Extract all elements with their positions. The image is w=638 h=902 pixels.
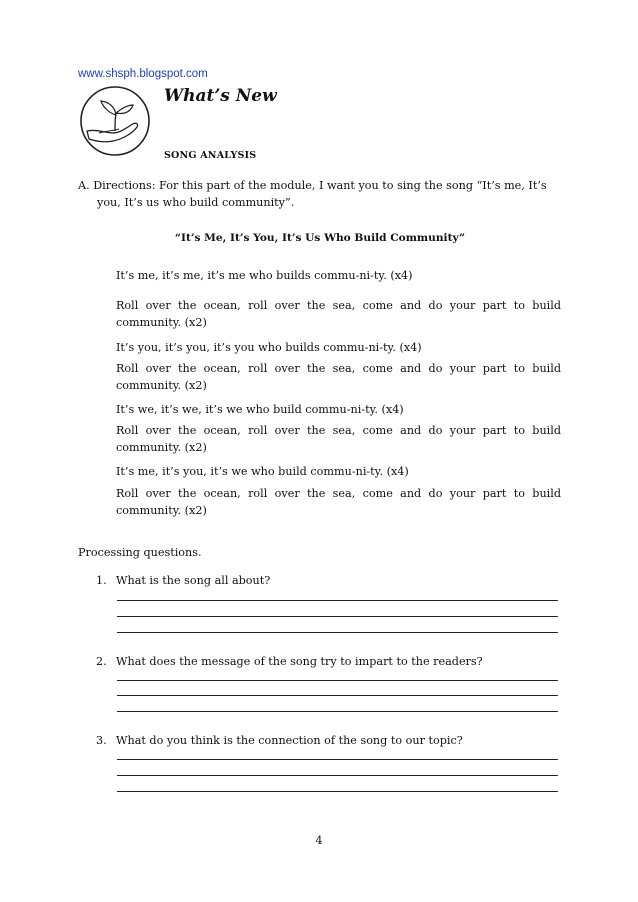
question-2 (96, 655, 483, 668)
page-number: 4 (315, 834, 323, 847)
answer-line[interactable] (117, 775, 558, 776)
lyric-line: Roll over the ocean, roll over the sea, come and do your part to build community. (x2) (116, 487, 561, 517)
lyric-line: It’s me, it’s me, it’s me who builds commu-ni-ty. (x4) (116, 269, 413, 282)
answer-line[interactable] (117, 791, 558, 792)
question-text: What does the message of the song try to impart to the readers? (116, 655, 483, 668)
lyric-line: It’s we, it’s we, it’s we who build commu-ni-ty. (x4) (116, 403, 404, 416)
lyric-line: Roll over the ocean, roll over the sea, come and do your part to build community. (x2) (116, 424, 561, 454)
lyric-line: Roll over the ocean, roll over the sea, come and do your part to build community. (x2) (116, 362, 561, 392)
answer-line[interactable] (117, 632, 558, 633)
section-title: What’s New (164, 86, 277, 106)
lyric-line: It’s you, it’s you, it’s you who builds commu-ni-ty. (x4) (116, 341, 422, 354)
question-number: 2. (96, 655, 107, 668)
blog-url[interactable]: www.shsph.blogspot.com (78, 68, 208, 80)
directions (78, 177, 562, 211)
hand-with-seedling-icon (79, 85, 151, 157)
answer-line[interactable] (117, 680, 558, 681)
answer-line[interactable] (117, 616, 558, 617)
subsection-title: SONG ANALYSIS (164, 150, 257, 161)
question-text: What is the song all about? (116, 574, 271, 587)
answer-line[interactable] (117, 711, 558, 712)
answer-line[interactable] (117, 759, 558, 760)
directions-text: A. Directions: For this part of the module, I want you to sing the song “It’s me, It’s you, It’s us who build community”. (78, 179, 547, 209)
song-title: “It’s Me, It’s You, It’s Us Who Build Community” (174, 232, 466, 244)
lyric-line: It’s me, it’s you, it’s we who build commu-ni-ty. (x4) (116, 465, 409, 478)
question-3 (96, 734, 463, 747)
question-1 (96, 574, 270, 587)
answer-line[interactable] (117, 600, 558, 601)
question-text: What do you think is the connection of the song to our topic? (116, 734, 463, 747)
answer-line[interactable] (117, 695, 558, 696)
question-number: 3. (96, 734, 107, 747)
lyric-line: Roll over the ocean, roll over the sea, come and do your part to build community. (x2) (116, 299, 561, 329)
processing-heading: Processing questions. (78, 546, 202, 559)
question-number: 1. (96, 574, 107, 587)
